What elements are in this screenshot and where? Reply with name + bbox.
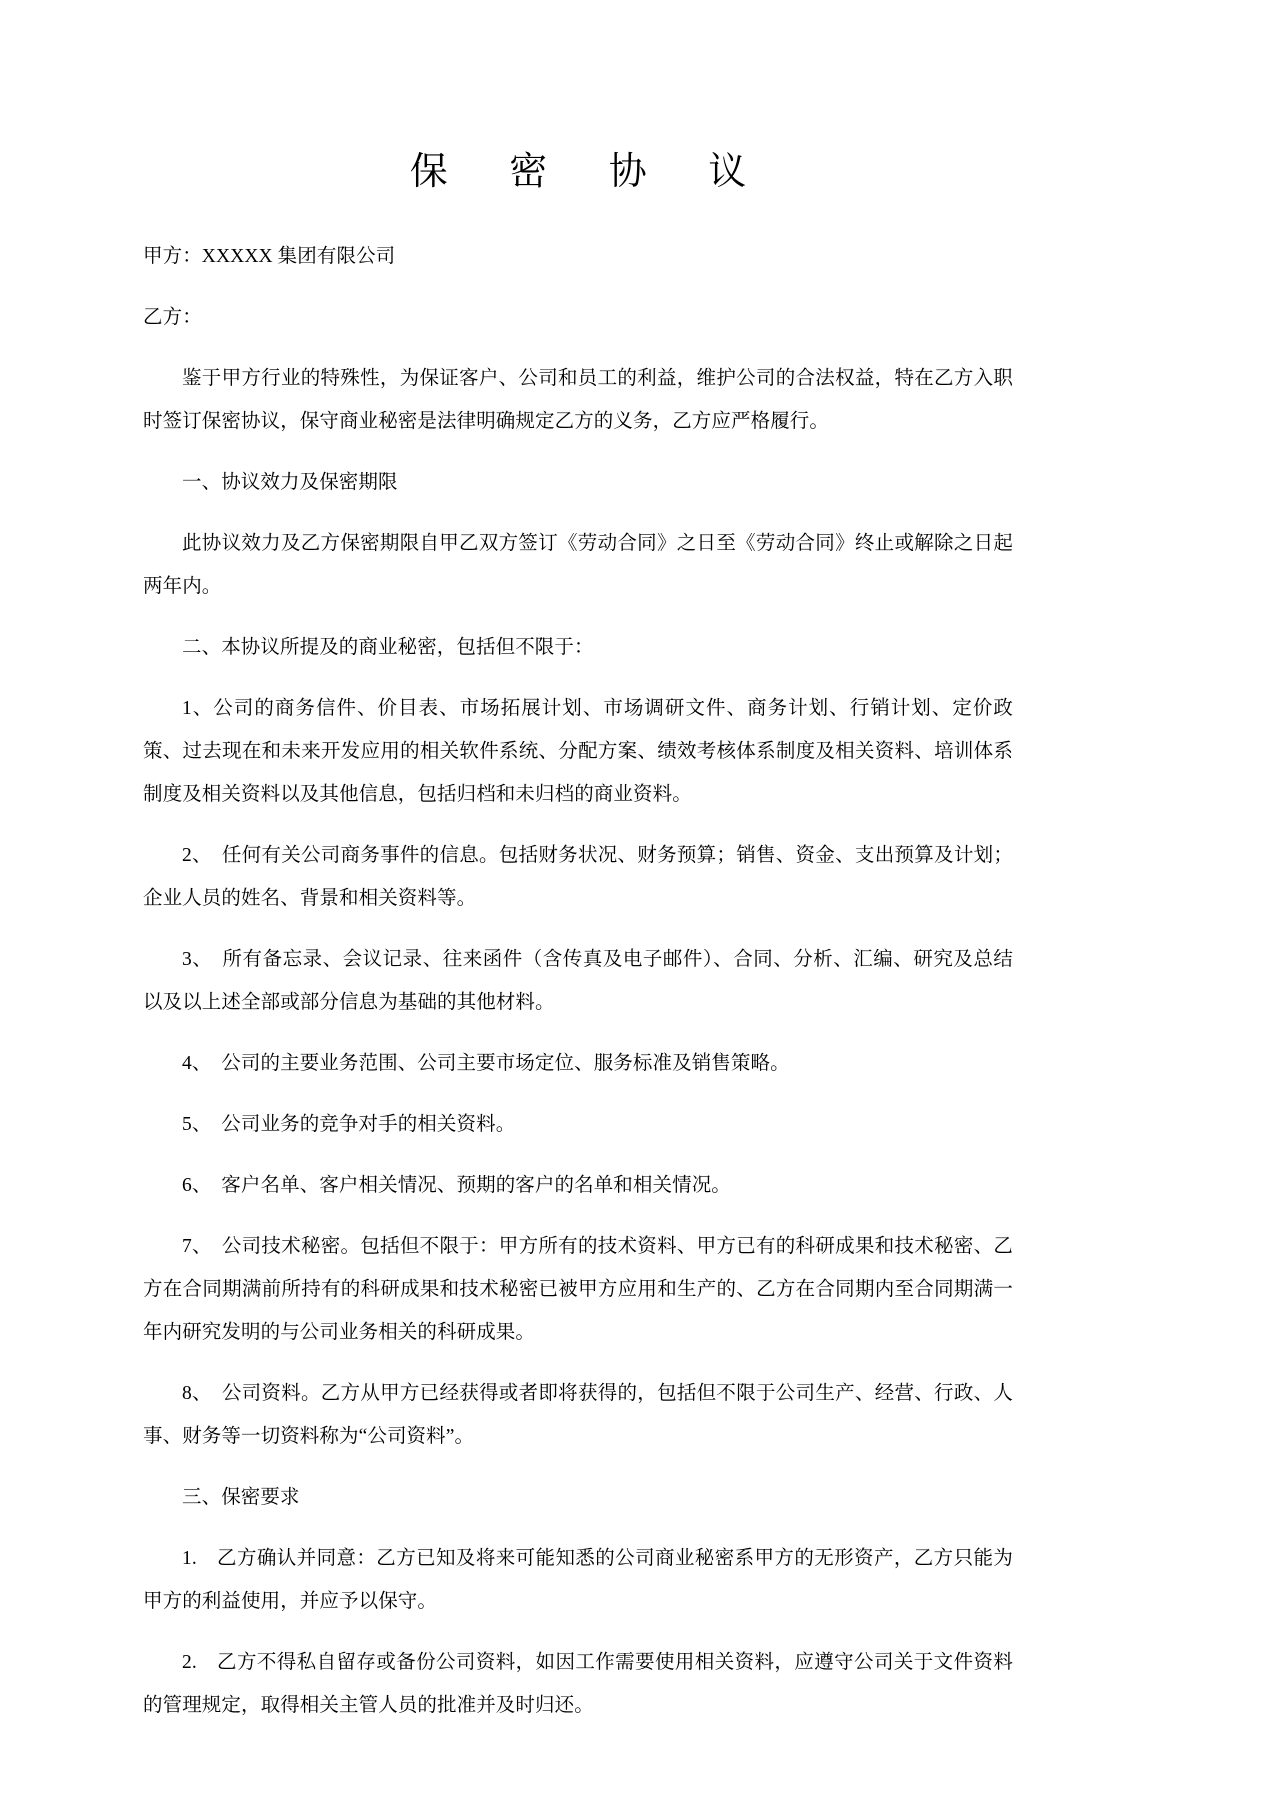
section-body-1: 此协议效力及乙方保密期限自甲乙双方签订《劳动合同》之日至《劳动合同》终止或解除之日起两年内。 xyxy=(143,533,1013,598)
list-item: 2. 乙方不得私自留存或备份公司资料，如因工作需要使用相关资料，应遵守公司关于文件资料的管理规定，取得相关主管人员的批准并及时归还。 xyxy=(143,1652,1013,1717)
party-b-line: 乙方： xyxy=(143,307,202,329)
preamble-paragraph: 鉴于甲方行业的特殊性，为保证客户、公司和员工的利益，维护公司的合法权益，特在乙方入职时签订保密协议，保守商业秘密是法律明确规定乙方的义务，乙方应严格履行。 xyxy=(143,368,1013,433)
section-heading-1: 一、协议效力及保密期限 xyxy=(182,472,398,494)
page-title: 保 密 协 议 xyxy=(409,151,773,193)
section-heading-3: 三、保密要求 xyxy=(182,1487,300,1509)
list-item: 7、 公司技术秘密。包括但不限于：甲方所有的技术资料、甲方已有的科研成果和技术秘密、乙方在合同期满前所持有的科研成果和技术秘密已被甲方应用和生产的、乙方在合同期内至合同期满一年内研究发明的与公司业务相关的科研成果。 xyxy=(143,1236,1013,1344)
party-a-line: 甲方：XXXXX 集团有限公司 xyxy=(143,246,396,268)
document-content xyxy=(143,0,1013,1727)
list-item: 5、 公司业务的竞争对手的相关资料。 xyxy=(182,1114,516,1136)
list-item: 1. 乙方确认并同意：乙方已知及将来可能知悉的公司商业秘密系甲方的无形资产，乙方只能为甲方的利益使用，并应予以保守。 xyxy=(143,1548,1013,1613)
list-item: 1、公司的商务信件、价目表、市场拓展计划、市场调研文件、商务计划、行销计划、定价政策、过去现在和未来开发应用的相关软件系统、分配方案、绩效考核体系制度及相关资料、培训体系制度及相关资料以及其他信息，包括归档和未归档的商业资料。 xyxy=(143,698,1013,806)
list-item: 3、 所有备忘录、会议记录、往来函件（含传真及电子邮件）、合同、分析、汇编、研究及总结以及以上述全部或部分信息为基础的其他材料。 xyxy=(143,949,1013,1014)
list-item: 2、 任何有关公司商务事件的信息。包括财务状况、财务预算；销售、资金、支出预算及计划；企业人员的姓名、背景和相关资料等。 xyxy=(143,845,1013,910)
list-item: 8、 公司资料。乙方从甲方已经获得或者即将获得的，包括但不限于公司生产、经营、行政、人事、财务等一切资料称为“公司资料”。 xyxy=(143,1383,1013,1448)
list-item: 4、 公司的主要业务范围、公司主要市场定位、服务标准及销售策略。 xyxy=(182,1053,790,1075)
list-item: 6、 客户名单、客户相关情况、预期的客户的名单和相关情况。 xyxy=(182,1175,731,1197)
section-heading-2: 二、本协议所提及的商业秘密，包括但不限于： xyxy=(182,637,594,659)
